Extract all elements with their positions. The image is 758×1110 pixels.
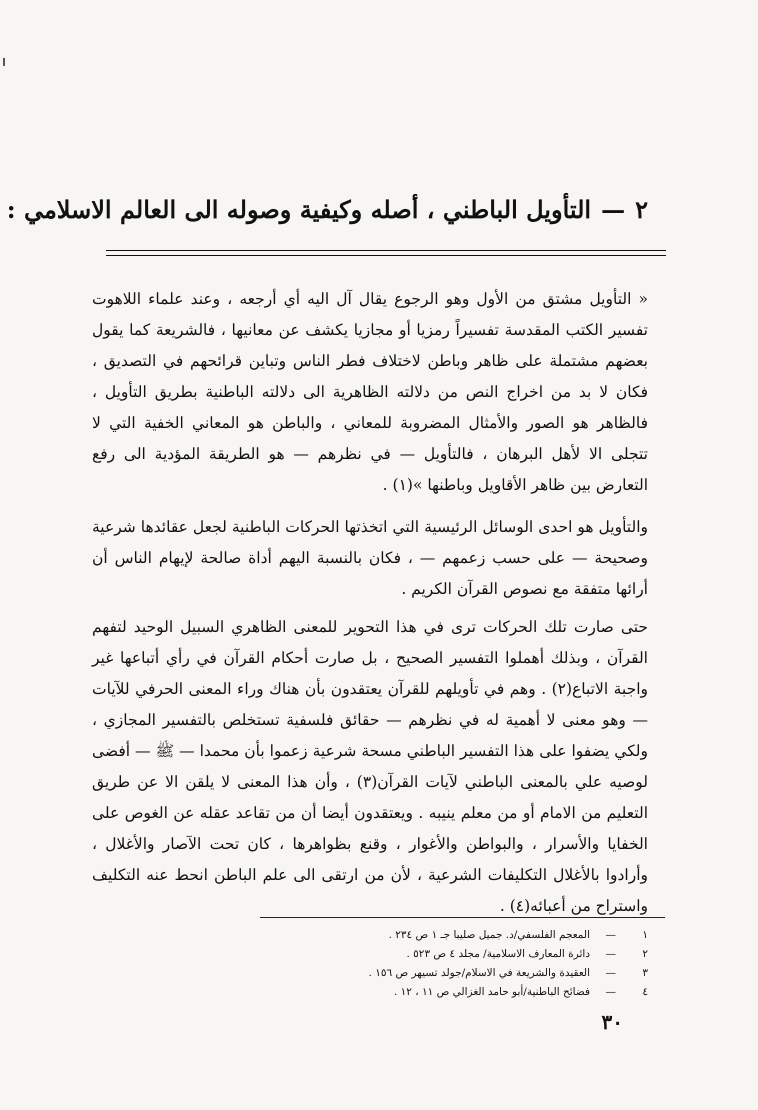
footnote-text: العقيدة والشريعة في الاسلام/جولد تسيهر ص ١٥٦ . bbox=[368, 967, 590, 979]
footnote-number: ١ bbox=[642, 929, 648, 941]
footnote-number: ٣ bbox=[642, 967, 648, 979]
paragraph-3: حتى صارت تلك الحركات ترى في هذا التحوير للمعنى الظاهري السبيل الوحيد لتفهم القرآن ، وبذلك أهملوا التفسير الصحيح ، بل صارت أحكام القرآن في رأي أتباعها غير واجبة الاتباع(٢) . وهم في تأويلهم للقرآن يعتقدون بأن هناك وراء المعنى الحرفي للآيات — وهو معنى لا أهمية له في نظرهم — حقائق فلسفية تستخلص بالتفسير المجازي ، ولكي يضفوا على هذا التفسير الباطني مسحة شرعية زعموا بأن محمدا — ﷺ — أفضى لوصيه علي بالمعنى الباطني لآيات القرآن(٣) ، وأن هذا المعنى لا يلقن الا عن طريق التعليم من الامام أو من معلم ينيبه . ويعتقدون أيضا أن من تقاعد عقله عن الغوص على الخفايا والأسرار ، والبواطن والأغوار ، وقنع بظواهرها ، كان تحت الآصار والأغلال ، وأرادوا بالأغلال التكليفات الشرعية ، لأن من ارتقى الى علم الباطن انحط عنه التكليف واستراح من أعبائه(٤) . bbox=[92, 617, 648, 915]
footnote-item bbox=[92, 983, 648, 1002]
heading-dash: — bbox=[601, 195, 626, 224]
footnote-dash: — bbox=[605, 986, 616, 998]
footnote-separator bbox=[260, 917, 665, 918]
footnote-text: فضائح الباطنية/أبو حامد الغزالي ص ١١ ، ١٢ . bbox=[393, 986, 590, 998]
section-title: التأويل الباطني ، أصله وكيفية وصوله الى العالم الاسلامي : bbox=[6, 195, 592, 224]
footnote-text: المعجم الفلسفي/د. جميل صليبا جـ ١ ص ٢٣٤ . bbox=[388, 929, 590, 941]
section-heading bbox=[6, 190, 648, 230]
footnotes-list bbox=[92, 926, 648, 1002]
footnote-dash: — bbox=[605, 948, 616, 960]
footnote-text: دائرة المعارف الاسلامية/ مجلد ٤ ص ٥٢٣ . bbox=[406, 948, 590, 960]
section-number: ٢ bbox=[635, 195, 648, 224]
footnote-dash: — bbox=[605, 929, 616, 941]
footnote-dash: — bbox=[605, 967, 616, 979]
footnote-item bbox=[92, 926, 648, 945]
paragraph-1: « التأويل مشتق من الأول وهو الرجوع يقال آل اليه أي أرجعه ، وعند علماء اللاهوت تفسير الكتب المقدسة تفسيراً رمزيا أو مجازيا يكشف عن معانيها ، فالشريعة كما يقول بعضهم مشتملة على ظاهر وباطن لاختلاف فطر الناس وتباين قرائحهم في التصديق ، فكان لا بد من اخراج النص من دلالته الظاهرية الى دلالته الباطنية بطريق التأويل ، فالظاهر هو الصور والأمثال المضروبة للمعاني ، والباطن هو المعاني الخفية التي لا تتجلى الا لأهل البرهان ، فالتأويل — في نظرهم — هو الطريقة المؤدية الى رفع التعارض بين ظاهر الأقاويل وباطنها »(١) . bbox=[92, 289, 648, 494]
heading-underline bbox=[106, 250, 666, 256]
footnote-number: ٢ bbox=[642, 948, 648, 960]
paragraph-2: والتأويل هو احدى الوسائل الرئيسية التي اتخذتها الحركات الباطنية لجعل عقائدها شرعية وصحيحة — على حسب زعمهم — ، فكان بالنسبة اليهم أداة صالحة لإيهام الناس أن أرائها متفقة مع نصوص القرآن الكريم . bbox=[92, 517, 648, 598]
footnote-number: ٤ bbox=[642, 986, 648, 998]
page-number: ٣٠ bbox=[601, 1010, 623, 1034]
footnote-item bbox=[92, 945, 648, 964]
scan-mark bbox=[3, 58, 5, 66]
footnote-item bbox=[92, 964, 648, 983]
